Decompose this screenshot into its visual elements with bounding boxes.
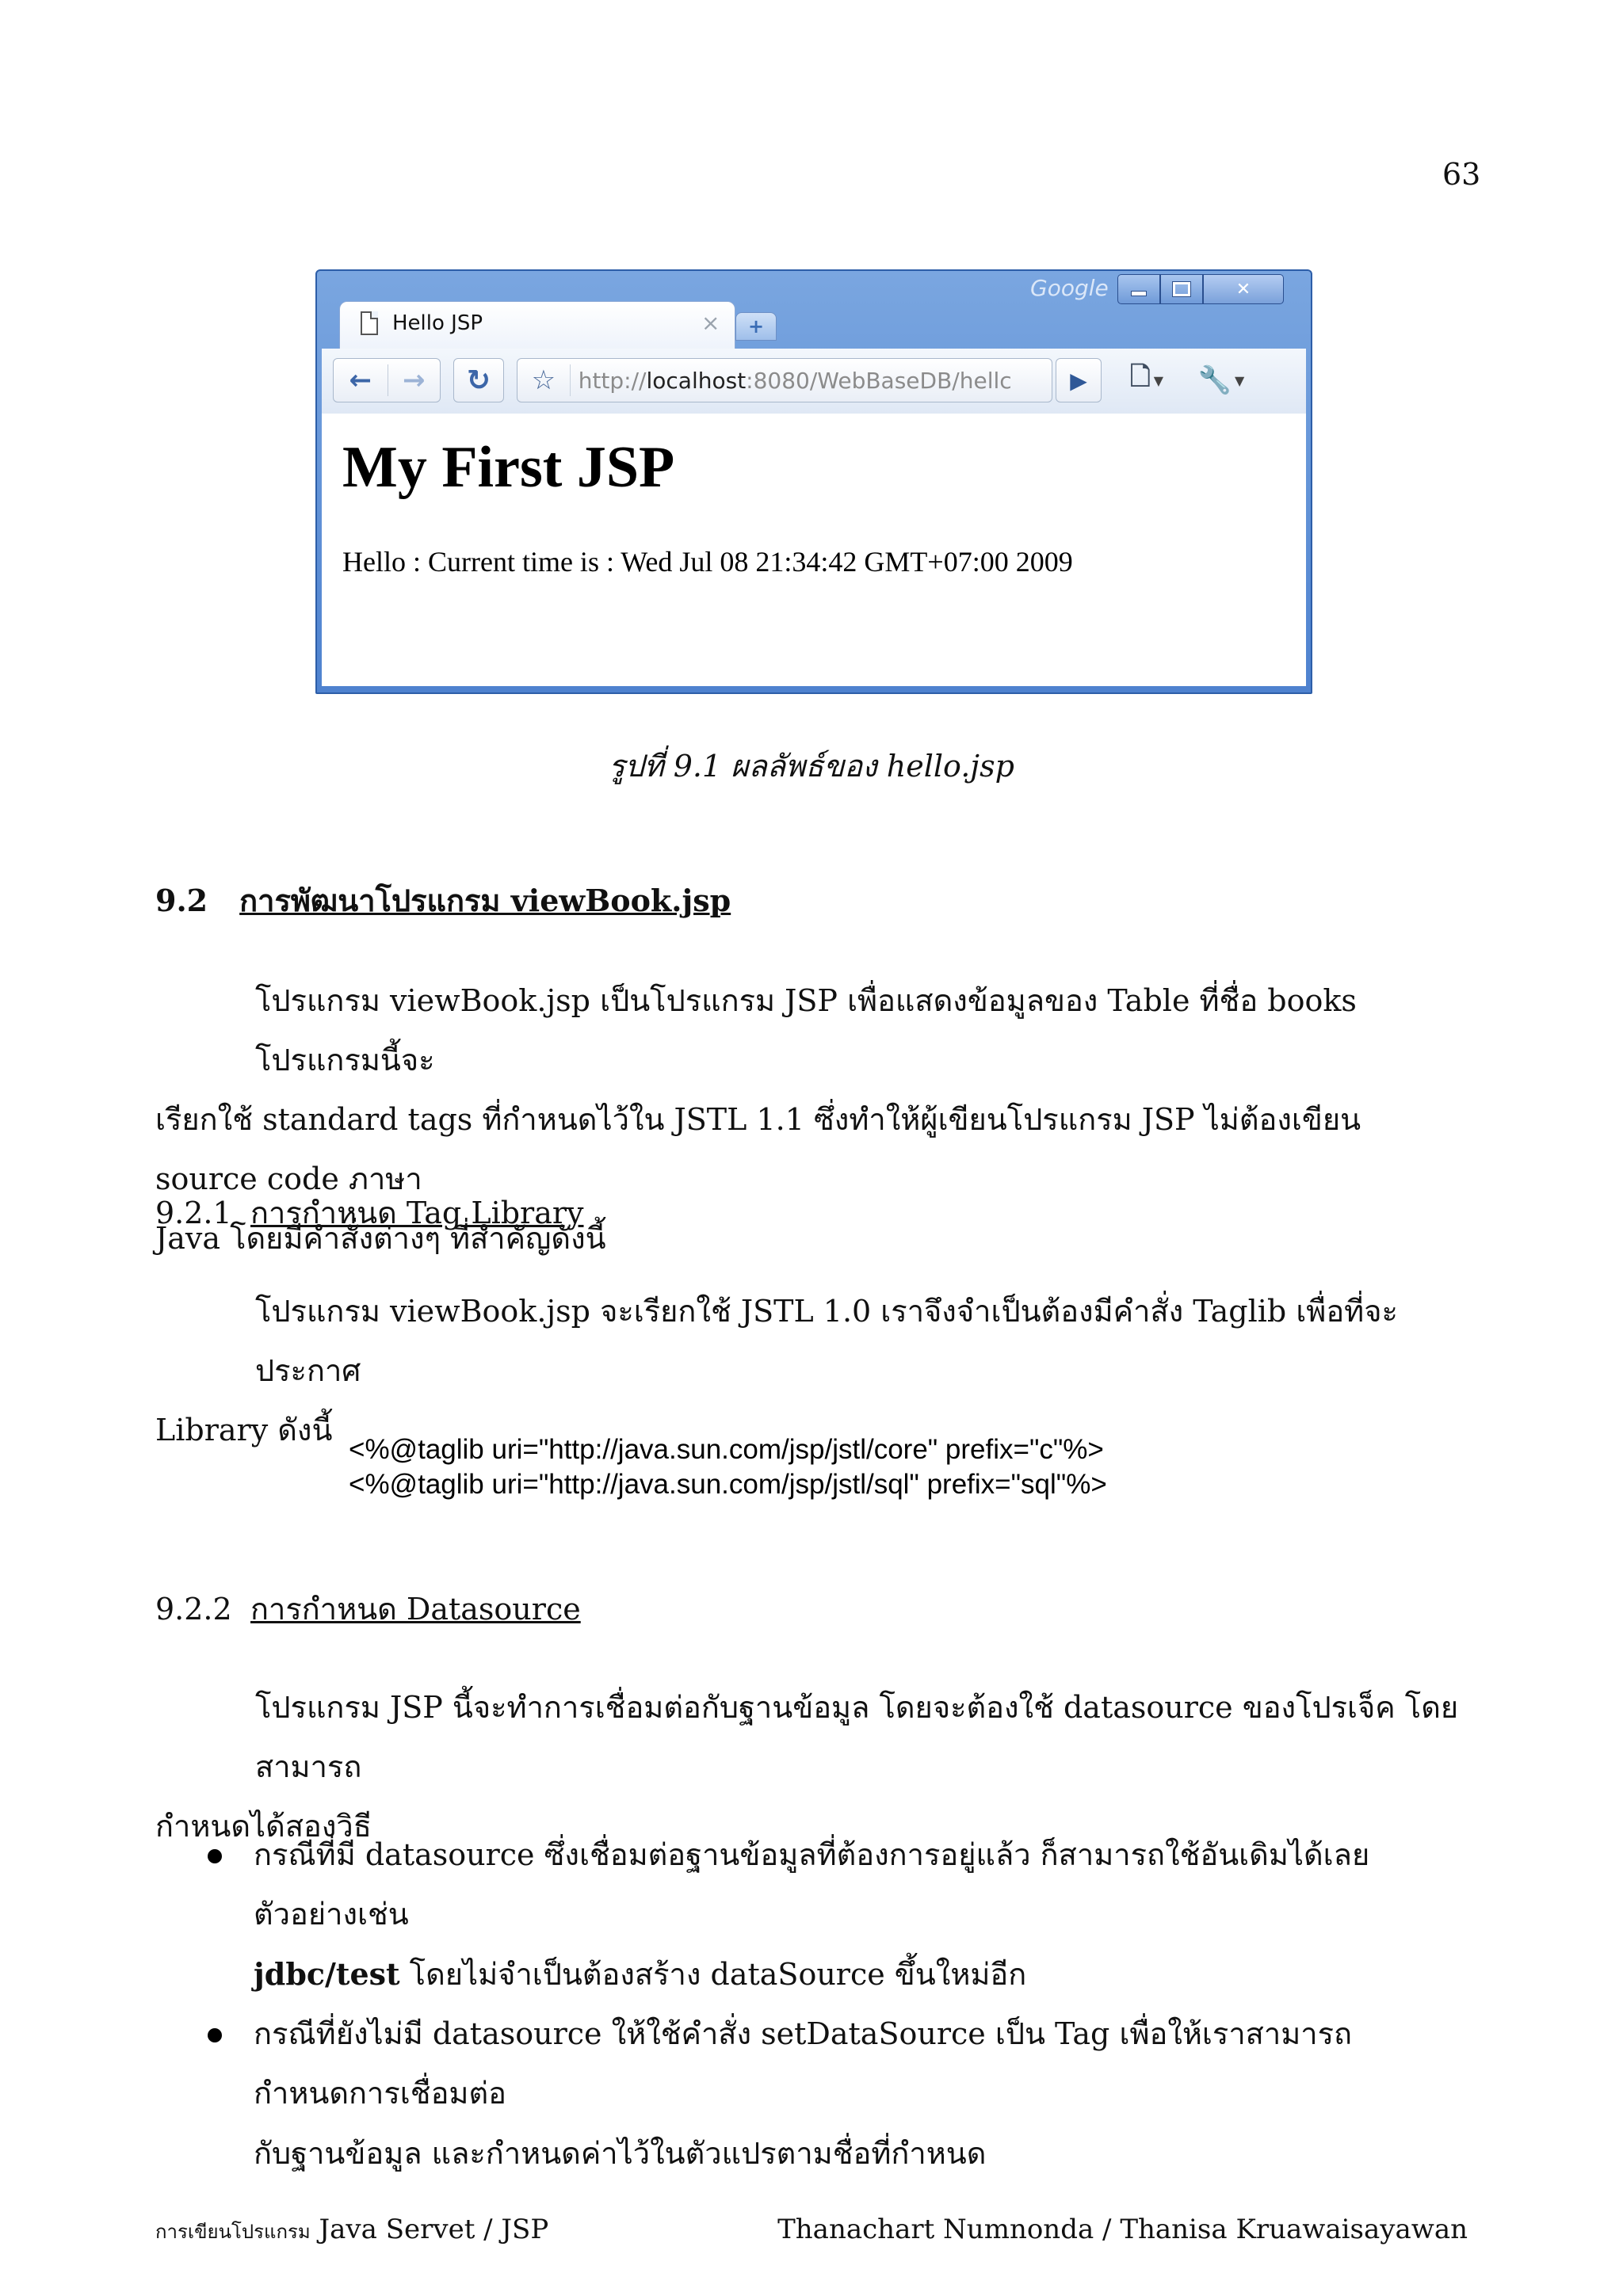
list-item-text: โดยไม่จำเป็นต้องสร้าง dataSource ขึ้นใหม่อีก xyxy=(399,1957,1027,1992)
list-item-line xyxy=(254,1944,1471,2004)
window-controls xyxy=(1117,274,1284,304)
tab-close-icon[interactable]: × xyxy=(701,310,720,336)
go-icon: ▶ xyxy=(1070,367,1087,394)
tools-menu-button[interactable] xyxy=(1186,358,1257,402)
go-button[interactable] xyxy=(1056,358,1102,402)
footer-course-title: Java Servet / JSP xyxy=(310,2214,549,2245)
list-item-line xyxy=(254,2123,1471,2183)
page-menu-button[interactable] xyxy=(1114,358,1179,402)
subsection-number: 9.2.2 xyxy=(155,1592,232,1627)
page-number: 63 xyxy=(1442,157,1481,192)
maximize-button[interactable] xyxy=(1160,274,1203,304)
code-block xyxy=(349,1432,1107,1502)
subsection-title: การกำหนด Datasource xyxy=(250,1592,581,1627)
browser-toolbar xyxy=(322,349,1306,414)
paragraph-line: โปรแกรม JSP นี้จะทำการเชื่อมต่อกับฐานข้อมูล โดยจะต้องใช้ datasource ของโปรเจ็ค โดยสามารถ xyxy=(255,1690,1459,1784)
section-heading xyxy=(155,876,731,925)
bullet-icon xyxy=(208,2028,222,2042)
maximize-icon xyxy=(1173,282,1190,296)
subsection-heading-datasource xyxy=(155,1585,581,1633)
close-window-button[interactable] xyxy=(1203,274,1284,304)
bullet-list xyxy=(155,1825,1471,2183)
paragraph-line: โปรแกรม viewBook.jsp จะเรียกใช้ JSTL 1.0 เราจึงจำเป็นต้องมีคำสั่ง Taglib เพื่อที่จะประกาศ xyxy=(255,1294,1398,1388)
paragraph-line: Library ดังนี้ xyxy=(155,1413,333,1447)
browser-viewport xyxy=(322,414,1306,686)
tab-title: Hello JSP xyxy=(392,311,483,335)
section-title: การพัฒนาโปรแกรม viewBook.jsp xyxy=(239,883,731,918)
document-icon xyxy=(361,311,378,335)
reload-icon: ↻ xyxy=(466,364,491,397)
list-item-text: กับฐานข้อมูล และกำหนดค่าไว้ในตัวแปรตามชื่อที่กำหนด xyxy=(254,2136,987,2171)
paragraph-line: เรียกใช้ standard tags ที่กำหนดไว้ใน JSTL 1.1 ซึ่งทำให้ผู้เขียนโปรแกรม JSP ไม่ต้องเขียน source code ภาษา xyxy=(155,1102,1361,1196)
chevron-down-icon: ▼ xyxy=(1235,372,1245,388)
list-item xyxy=(155,2004,1471,2183)
section-number: 9.2 xyxy=(155,883,208,918)
nav-buttons xyxy=(333,358,441,402)
browser-brand-label: Google xyxy=(1030,275,1109,301)
address-bar[interactable] xyxy=(517,358,1052,402)
figure-caption: รูปที่ 9.1 ผลลัพธ์ของ hello.jsp xyxy=(609,749,1014,784)
page-heading: My First JSP xyxy=(342,435,675,500)
code-line: <%@taglib uri="http://java.sun.com/jsp/jstl/core" prefix="c"%> xyxy=(349,1434,1104,1465)
subsection-title: การกำหนด Tag Library xyxy=(250,1196,584,1230)
star-icon[interactable]: ☆ xyxy=(517,364,571,396)
list-item-emphasis: jdbc/test xyxy=(254,1956,400,1992)
back-icon[interactable]: ← xyxy=(349,364,372,396)
code-line: <%@taglib uri="http://java.sun.com/jsp/jstl/sql" prefix="sql"%> xyxy=(349,1469,1107,1500)
paragraph-line: Java โดยมีคำสั่งต่างๆ ที่สำคัญดังนี้ xyxy=(155,1221,606,1256)
footer-course-label: การเขียนโปรแกรม xyxy=(155,2221,311,2243)
footer-authors: Thanachart Numnonda / Thanisa Kruawaisayawan xyxy=(777,2214,1468,2245)
paragraph-line: กำหนดได้สองวิธี xyxy=(155,1809,372,1844)
tab-hello-jsp[interactable] xyxy=(339,301,735,350)
page-icon: 🗋 xyxy=(1129,361,1151,391)
minimize-button[interactable] xyxy=(1117,274,1160,304)
subsection-number: 9.2.1 xyxy=(155,1196,232,1230)
page-output-text: Hello : Current time is : Wed Jul 08 21:34:42 GMT+07:00 2009 xyxy=(342,546,1073,578)
wrench-icon: 🔧 xyxy=(1197,364,1232,396)
url-path: :8080/WebBaseDB/hellc xyxy=(746,367,1012,394)
forward-icon[interactable]: → xyxy=(388,364,441,396)
paragraph-line: โปรแกรม viewBook.jsp เป็นโปรแกรม JSP เพื่อแสดงข้อมูลของ Table ที่ชื่อ books โปรแกรมนี้จะ xyxy=(255,983,1357,1077)
subsection-heading-tag-library xyxy=(155,1188,584,1237)
close-icon: ✕ xyxy=(1235,279,1251,299)
bullet-icon xyxy=(208,1849,222,1863)
footer-left xyxy=(155,2214,548,2247)
list-item-line: กรณีที่มี datasource ซึ่งเชื่อมต่อฐานข้อมูลที่ต้องการอยู่แล้ว ก็สามารถใช้อันเดิมได้เลย ตัวอย่างเช่น xyxy=(254,1837,1370,1932)
reload-button[interactable] xyxy=(453,358,504,402)
list-item xyxy=(155,1825,1471,2004)
new-tab-button[interactable]: + xyxy=(735,312,777,341)
minimize-icon xyxy=(1131,291,1147,296)
url-host: localhost xyxy=(646,367,747,394)
url-text[interactable] xyxy=(571,368,1052,394)
chevron-down-icon: ▼ xyxy=(1153,372,1164,388)
list-item-line: กรณีที่ยังไม่มี datasource ให้ใช้คำสั่ง setDataSource เป็น Tag เพื่อให้เราสามารถกำหนดการเชื่อมต่อ xyxy=(254,2016,1352,2111)
browser-window-figure xyxy=(315,269,1312,694)
url-scheme: http:// xyxy=(578,367,647,394)
